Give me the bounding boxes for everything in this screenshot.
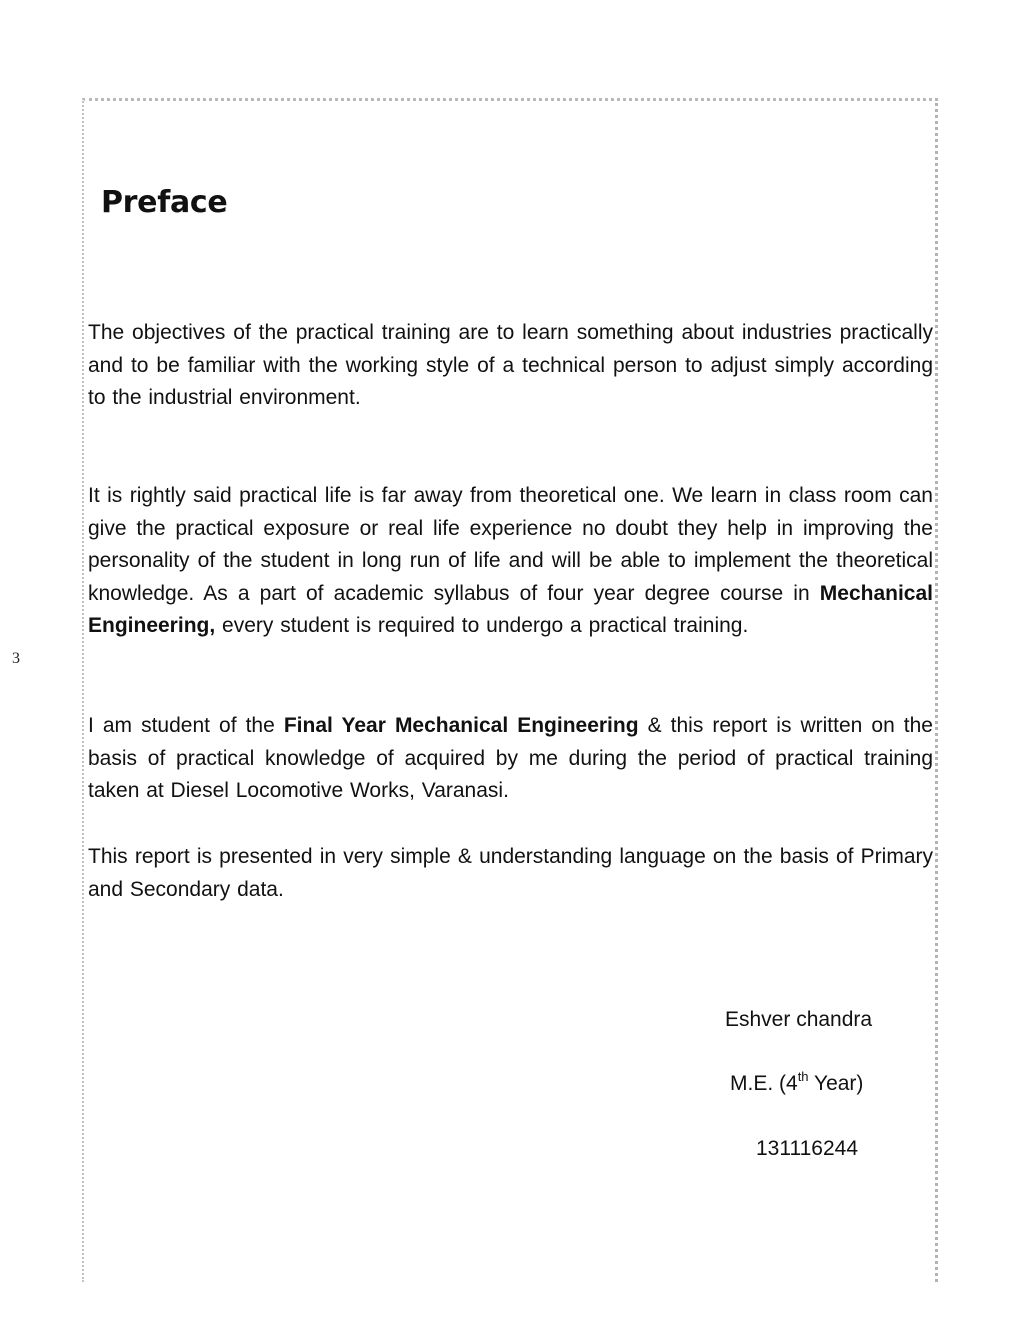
paragraph-text: & this report is written on the basis of practical knowledge of acquired by me during the period of practical training taken at Diesel Locomotive Works, Varanasi. (88, 714, 933, 803)
degree-prefix: M.E. (4 (730, 1072, 798, 1095)
degree-superscript: th (797, 1069, 809, 1084)
page-number: 3 (12, 650, 20, 667)
paragraph-report-language: This report is presented in very simple & understanding language on the basis of Primary and Secondary data. (88, 845, 933, 901)
degree-suffix: Year) (808, 1072, 864, 1095)
bold-text: Mechanical Engineering, (88, 581, 933, 638)
page-border (82, 98, 938, 1282)
bold-text: Final Year Mechanical Engineering (283, 714, 639, 737)
paragraph-text: I am student of the (88, 714, 284, 737)
signature-roll-number: 131116244 (756, 1137, 858, 1160)
paragraph-objectives: The objectives of the practical training are to learn something about industries practically and to be familiar with the working style of a technical person to adjust simply according to the industrial environment. (88, 321, 933, 410)
signature-name: Eshver chandra (725, 1008, 873, 1031)
paragraph-text: every student is required to undergo a practical training. (215, 614, 749, 638)
paragraph-text: It is rightly said practical life is far away from theoretical one. We learn in class room can give the practical exposure or real life experience no doubt they help in improving the personality of the student in long run of life and will be able to implement the theoretical knowledge. As a part of academic syllabus of four year degree course in (88, 484, 933, 605)
signature-degree (730, 1069, 864, 1096)
page-title: Preface (101, 185, 228, 220)
paragraph-student-statement (88, 710, 933, 808)
paragraph-practical-life (88, 480, 933, 643)
